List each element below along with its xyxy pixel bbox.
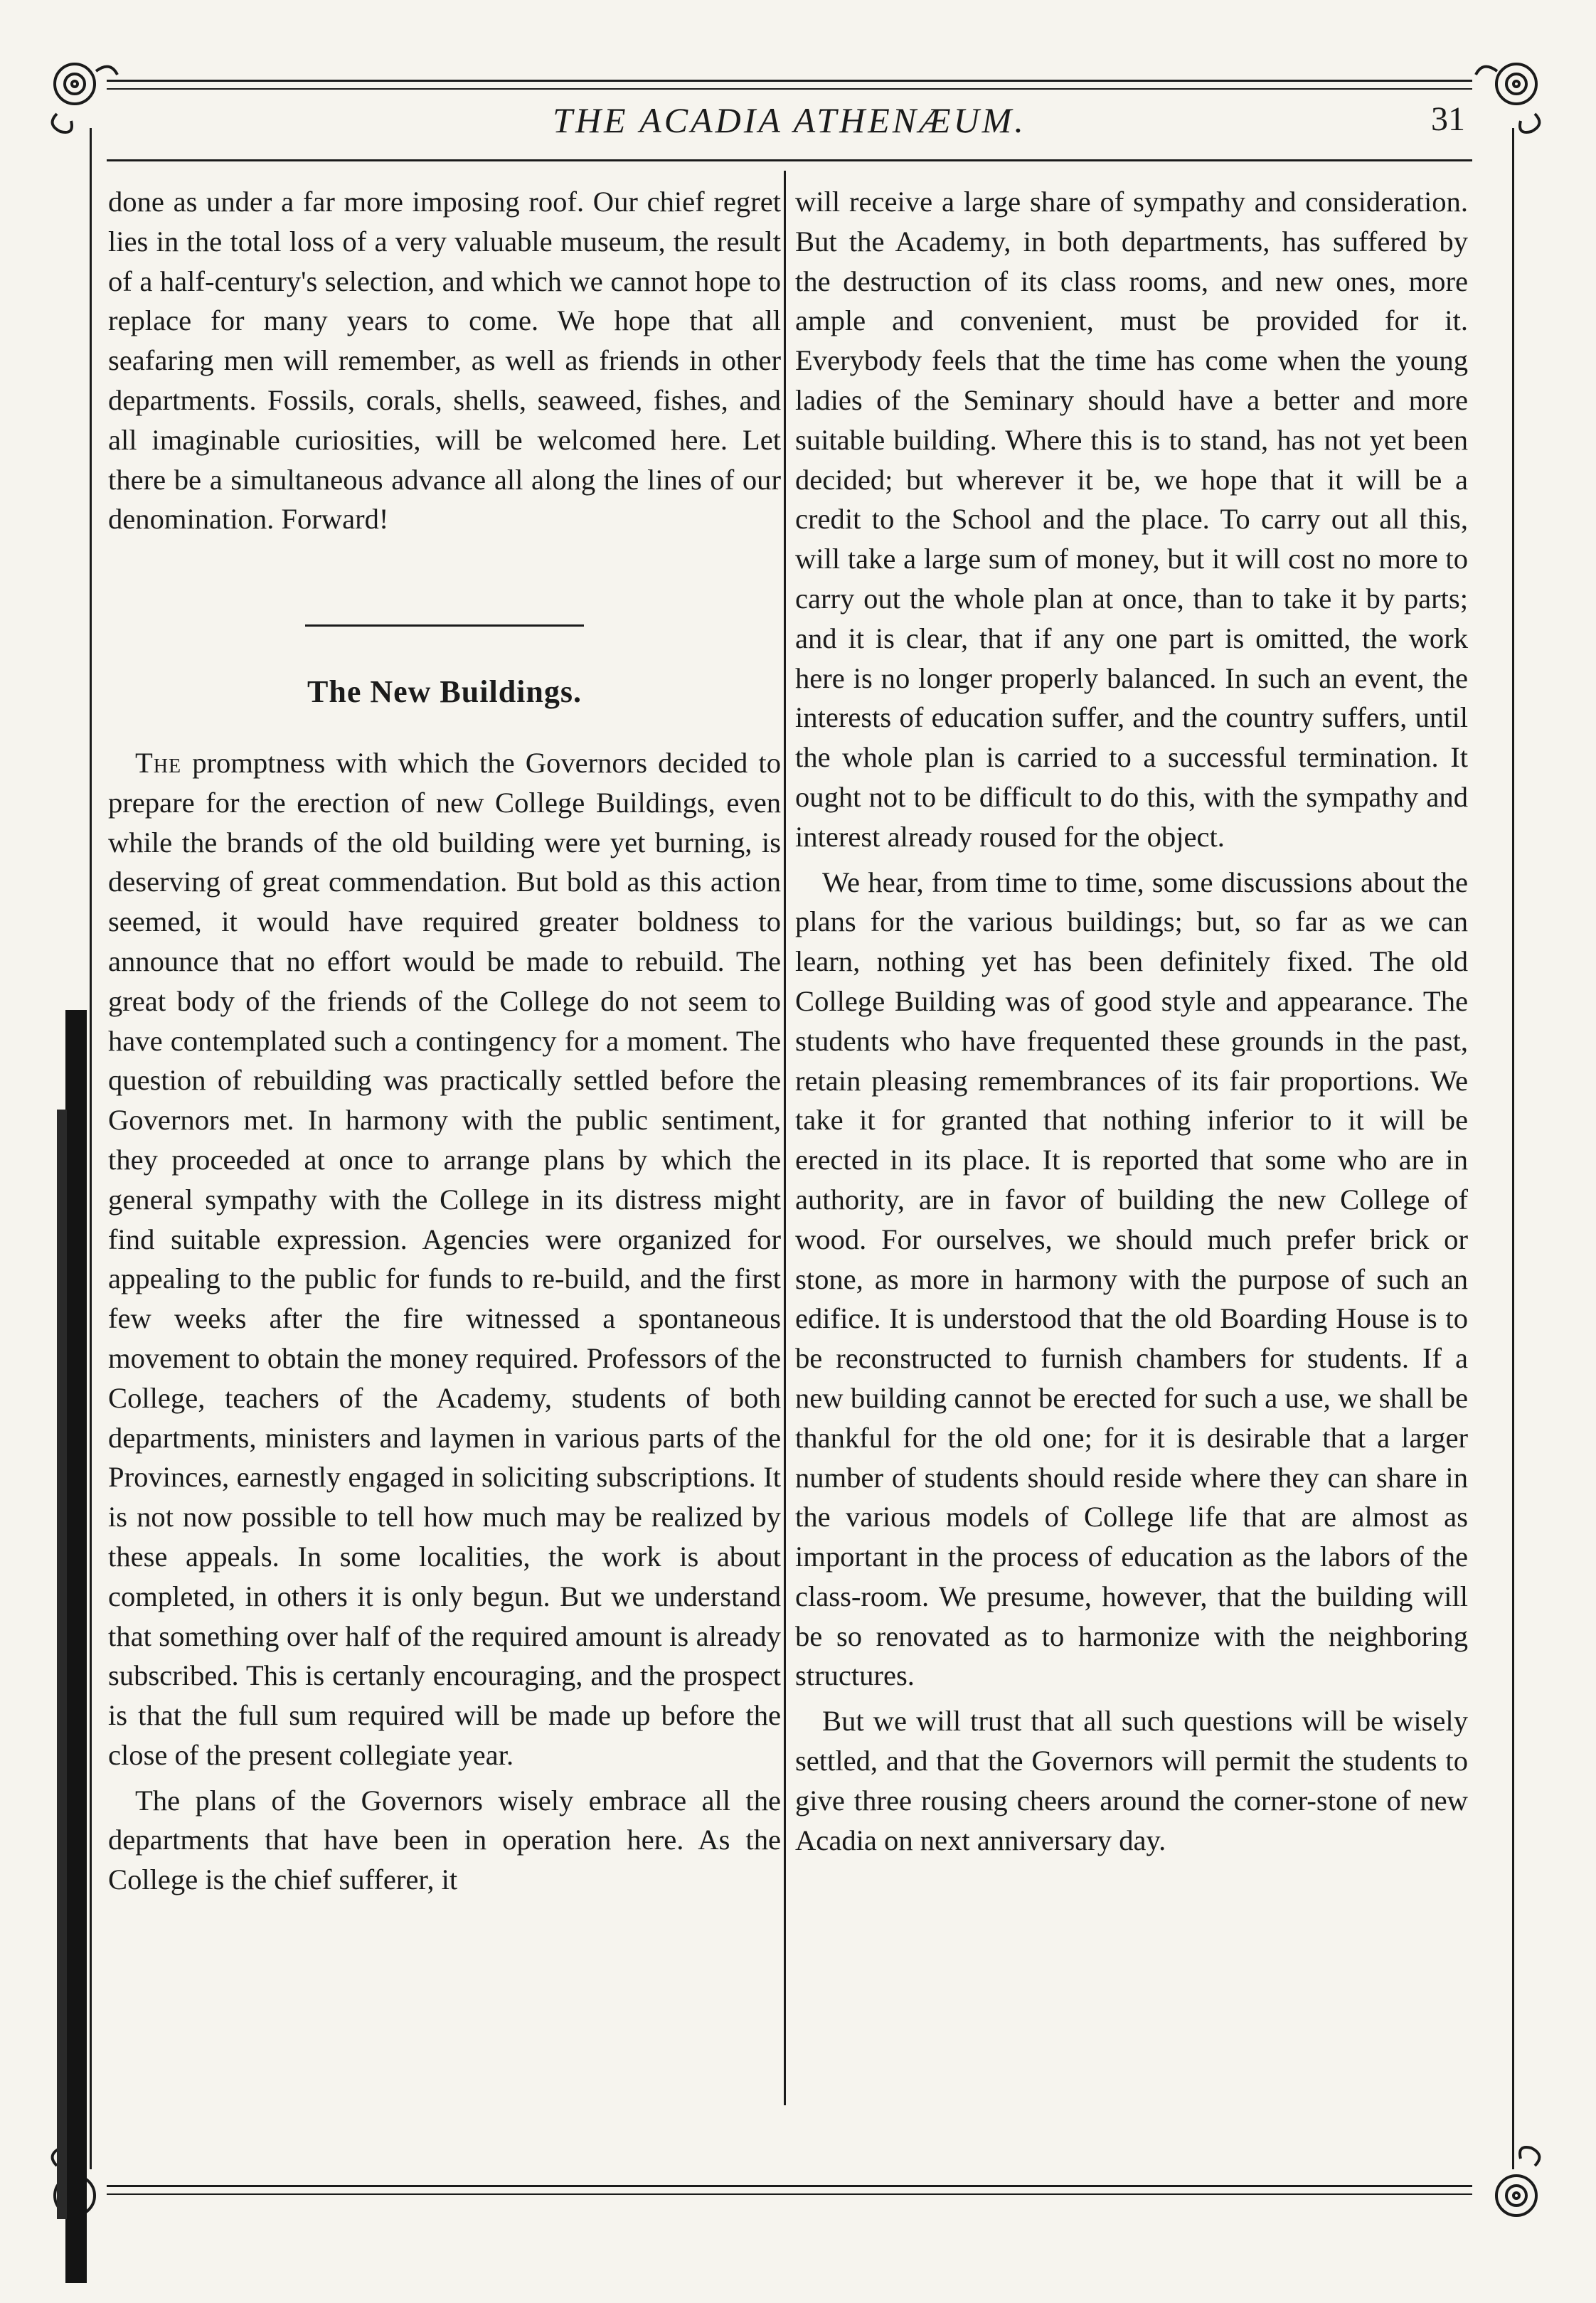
page-number: 31 [1431, 100, 1465, 138]
page-header [107, 100, 1472, 156]
article-paragraph: But we will trust that all such questions will be wisely settled, and that the Governors will permit the students to give three rousing cheers around the corner-stone of new Acadia on next anniversary day. [795, 1705, 1468, 1856]
bottom-rule-outer [107, 2185, 1472, 2187]
column-divider [784, 171, 786, 2105]
article-paragraph: We hear, from time to time, some discussions about the plans for the various buildings; but, so far as we can learn, nothing yet has been definitely fixed. The old College Building was of good style and appearance. The students who have frequented these grounds in the past, retain pleasing remembrances of its fair proportions. We take it for granted that nothing inferior to it will be erected in its place. It is reported that some who are in authority, are in favor of building the new College of wood. For ourselves, we should much prefer brick or stone, as more in harmony with the purpose of such an edifice. It is understood that the old Boarding House is to be reconstructed to furnish chambers for students. If a new building cannot be erected for such a use, we shall be thankful for the old one; for it is desirable that a larger number of students should reside where they can share in the various models of College life that are almost as important in the process of education as the labors of the class-room. We presume, however, that the building will be so renovated as to harmonize with the neighboring structures. [795, 866, 1468, 1692]
left-column [108, 182, 781, 1900]
article-paragraph: will receive a large share of sympathy and consideration. But the Academy, in both departments, has suffered by the destruction of its class rooms, and new ones, more ample and convenient, must be provided for it. Everybody feels that the time has come when the young ladies of the Seminary should have a better and more suitable building. Where this is to stand, has not yet been decided; but wherever it be, we hope that it will be a credit to the School and the place. To carry out all this, will take a large sum of money, but it will cost no more to carry out the whole plan at once, than to take it by parts; and it is clear, that if any one part is omitted, the work here is no longer properly balanced. In such an event, the interests of education suffer, and the country suffers, until the whole plan is carried to a successful termination. It ought not to be difficult to do this, with the sympathy and interest already roused for the object. [795, 186, 1468, 853]
continued-paragraph: done as under a far more imposing roof. Our chief regret lies in the total loss of a very valuable museum, the result of a half-century's selection, and which we cannot hope to replace for many years to come. We hope that all seafaring men will remember, as well as friends in other departments. Fossils, corals, shells, seaweed, fishes, and all imaginable curiosities, will be welcomed here. Let there be a simultaneous advance all along the lines of our denomination. Forward! [108, 186, 781, 536]
top-rule-outer [107, 80, 1472, 82]
section-separator [305, 624, 584, 627]
right-column [795, 182, 1468, 1860]
corner-ornament-icon [1472, 2144, 1550, 2230]
article-paragraph: The plans of the Governors wisely embrace all the departments that have been in operation here. As the College is the chief sufferer, it [108, 1784, 781, 1896]
article-heading: The New Buildings. [307, 674, 582, 710]
left-border-rule [90, 128, 92, 2169]
right-border-rule [1512, 128, 1514, 2169]
bottom-rule-inner [107, 2193, 1472, 2195]
binding-edge-shadow [65, 1010, 87, 2283]
running-title: THE ACADIA ATHENÆUM. [553, 100, 1026, 140]
binding-edge-shadow [57, 1110, 67, 2219]
header-rule [107, 159, 1472, 161]
corner-ornament-icon [1472, 50, 1550, 135]
article-paragraph [108, 743, 781, 1775]
lead-word: The [135, 746, 182, 779]
top-rule-inner [107, 88, 1472, 90]
paragraph-text: promptness with which the Governors decided to prepare for the erection of new College Buildings, even while the brands of the old building were yet burning, is deserving of great commendation. But bold as this action seemed, it would have required greater boldness to announce that no effort would be made to rebuild. The great body of the friends of the College do not seem to have contemplated such a contingency for a moment. The question of rebuilding was practically settled before the Governors met. In harmony with the public sentiment, they proceeded at once to arrange plans by which the general sympathy with the College in its distress might find suitable expression. Agencies were organized for appealing to the public for funds to re-build, and the first few weeks after the fire witnessed a spontaneous movement to obtain the money required. Professors of the College, teachers of the Academy, students of both departments, ministers and laymen in various parts of the Provinces, earnestly engaged in soliciting subscriptions. It is not now possible to tell how much may be realized by these appeals. In some localities, the work is about completed, in others it is only begun. But we understand that something over half of the required amount is already subscribed. This is certanly encouraging, and the prospect is that the full sum required will be made up before the close of the present collegiate year. [108, 746, 781, 1771]
